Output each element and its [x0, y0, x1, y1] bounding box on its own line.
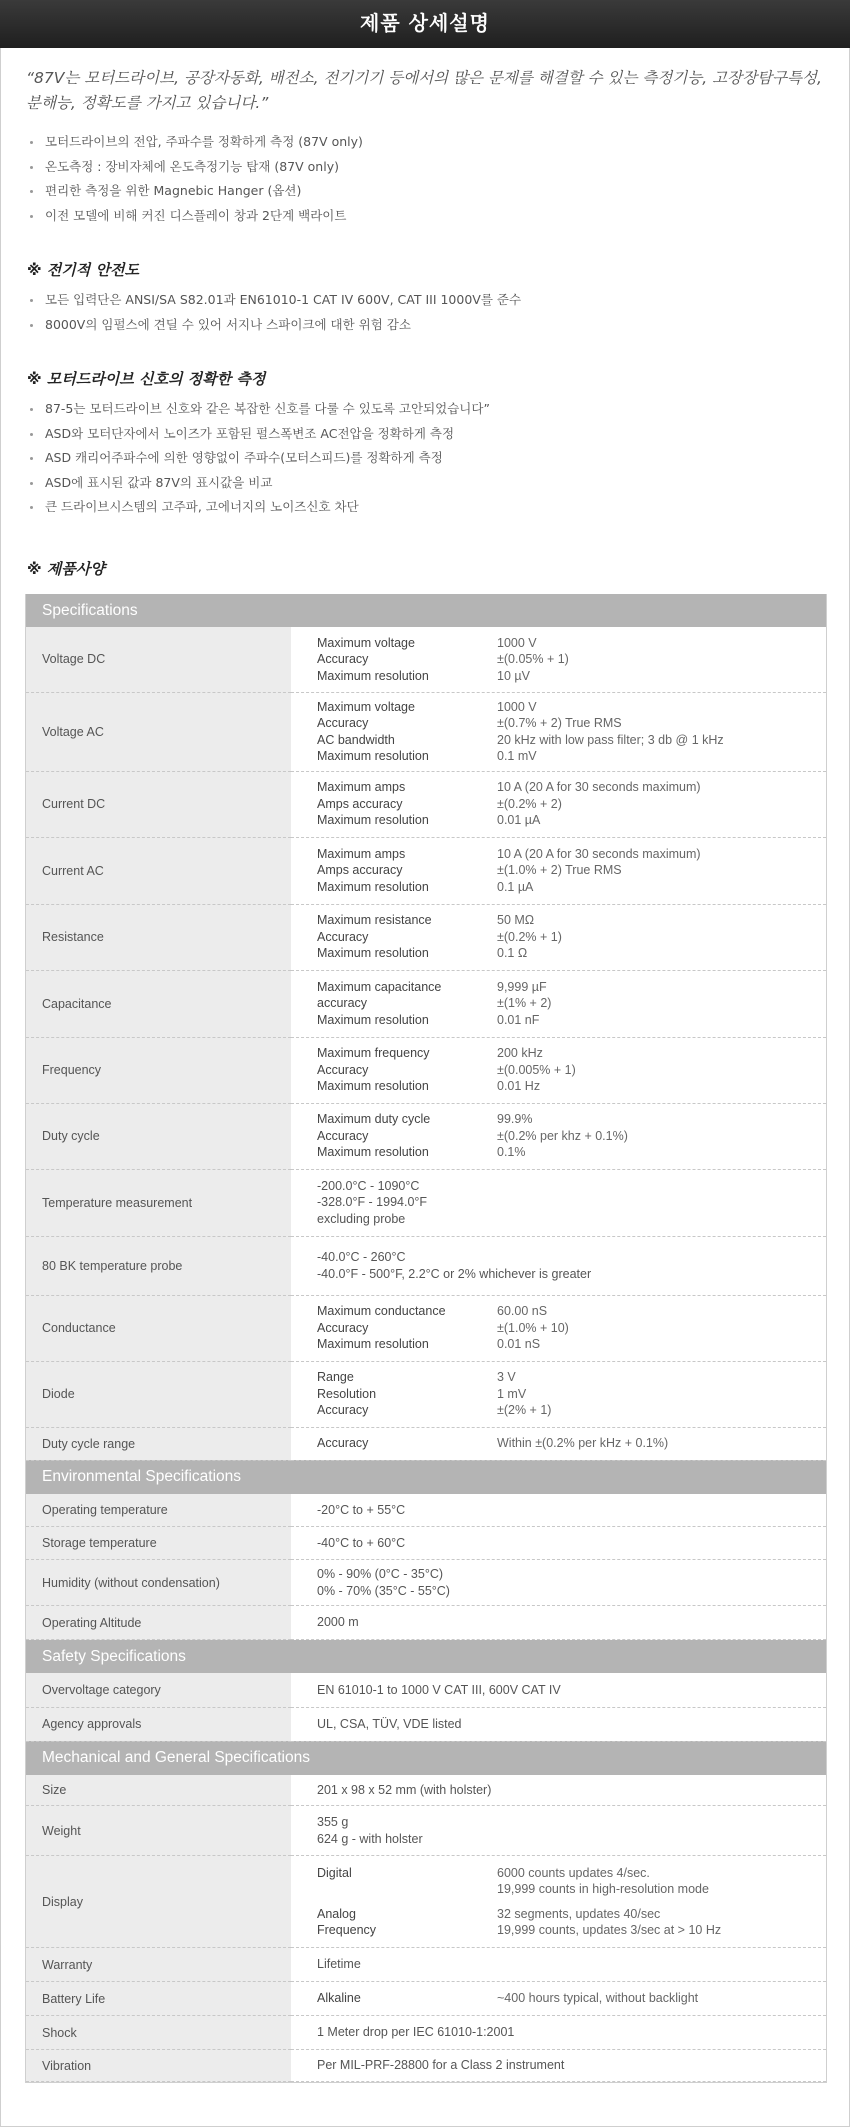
spec-text-line: 624 g - with holster	[317, 1831, 423, 1846]
spec-label: Agency approvals	[26, 1707, 291, 1741]
spec-key: Maximum duty cycle	[317, 1112, 431, 1127]
spec-pair	[317, 1144, 826, 1161]
spec-key: Maximum capacitance	[317, 979, 442, 994]
display-block	[317, 1906, 826, 1939]
spec-row	[26, 1494, 826, 1527]
spec-text-line: Lifetime	[317, 1957, 361, 1972]
spec-label: Operating temperature	[26, 1494, 291, 1527]
spec-key: AC bandwidth	[317, 732, 395, 747]
spec-pair	[317, 879, 826, 896]
spec-key: Maximum resistance	[317, 913, 432, 928]
spec-label: Humidity (without condensation)	[26, 1560, 291, 1606]
spec-pair	[317, 1078, 826, 1095]
spec-pair	[317, 1990, 826, 2007]
spec-val: ±(0.005% + 1)	[497, 1062, 576, 1077]
spec-val: ±(0.05% + 1)	[497, 652, 569, 666]
spec-key: Maximum voltage	[317, 699, 415, 714]
spec-val: ±(2% + 1)	[497, 1403, 552, 1418]
spec-value	[291, 1527, 826, 1560]
spec-key: Resolution	[317, 1386, 377, 1401]
safety-heading: ※ 전기적 안전도	[27, 261, 139, 279]
safety-list	[30, 288, 830, 337]
spec-row	[26, 1606, 826, 1640]
spec-row	[26, 692, 826, 771]
spec-pair	[317, 846, 826, 863]
spec-val: 60.00 nS	[497, 1304, 548, 1319]
spec-key: Maximum resolution	[317, 1145, 429, 1160]
spec-key: Accuracy	[317, 1062, 369, 1077]
spec-text-line: EN 61010-1 to 1000 V CAT III, 600V CAT IV	[317, 1682, 561, 1697]
spec-pair	[317, 699, 826, 716]
spec-value	[291, 1606, 826, 1640]
spec-label: Conductance	[26, 1295, 291, 1361]
spec-key: Amps accuracy	[317, 863, 403, 878]
spec-pair	[317, 979, 826, 996]
spec-value	[291, 1806, 826, 1856]
spec-key: Accuracy	[317, 1128, 369, 1143]
spec-row	[26, 2050, 826, 2082]
spec-label: Weight	[26, 1806, 291, 1856]
spec-label: Storage temperature	[26, 1527, 291, 1560]
feature-list	[30, 130, 830, 228]
spec-key: Maximum resolution	[317, 668, 429, 683]
spec-pair	[317, 1012, 826, 1029]
spec-row	[26, 1806, 826, 1856]
spec-row	[26, 771, 826, 837]
spec-label: Voltage AC	[26, 692, 291, 771]
spec-value	[291, 1494, 826, 1527]
spec-table	[26, 594, 826, 2082]
spec-value	[291, 1856, 826, 1948]
spec-val: 0.01 nF	[497, 1012, 540, 1027]
spec-row	[26, 2016, 826, 2050]
spec-value	[291, 2050, 826, 2082]
spec-row	[26, 1560, 826, 1606]
spec-key: Amps accuracy	[317, 796, 403, 811]
spec-value	[291, 1103, 826, 1169]
spec-key: Range	[317, 1370, 354, 1385]
list-item: 87-5는 모터드라이브 신호와 같은 복잡한 신호를 다룰 수 있도록 고안되었습니다”	[30, 397, 830, 422]
spec-row	[26, 627, 826, 692]
spec-key: accuracy	[317, 996, 368, 1011]
spec-row	[26, 1037, 826, 1103]
spec-key: Accuracy	[317, 929, 369, 944]
list-item: 8000V의 임펄스에 견딜 수 있어 서지나 스파이크에 대한 위험 감소	[30, 313, 830, 338]
spec-row	[26, 1673, 826, 1707]
spec-row	[26, 1295, 826, 1361]
spec-val: 0.1 Ω	[497, 946, 528, 961]
spec-label: 80 BK temperature probe	[26, 1236, 291, 1295]
spec-group-title: Safety Specifications	[26, 1640, 826, 1674]
spec-val: 1000 V	[497, 699, 537, 714]
spec-pair	[317, 912, 826, 929]
spec-pair	[317, 1922, 826, 1939]
spec-val: 200 kHz	[497, 1046, 543, 1061]
spec-val: 0.1%	[497, 1145, 526, 1160]
spec-value	[291, 970, 826, 1037]
spec-val: 1 mV	[497, 1386, 527, 1401]
spec-text-line: 2000 m	[317, 1615, 359, 1630]
spec-row	[26, 1775, 826, 1806]
display-block	[317, 1865, 826, 1898]
spec-key: Accuracy	[317, 1436, 369, 1451]
spec-key: Maximum frequency	[317, 1046, 430, 1061]
spec-row	[26, 970, 826, 1037]
list-item: ASD에 표시된 값과 87V의 표시값을 비교	[30, 471, 830, 496]
spec-text-line: -40°C to + 60°C	[317, 1535, 406, 1550]
spec-key: Maximum voltage	[317, 635, 415, 650]
spec-val: 10 µV	[497, 668, 530, 683]
spec-key: Alkaline	[317, 1991, 361, 2006]
spec-key	[317, 1881, 497, 1898]
list-item: 모터드라이브의 전압, 주파수를 정확하게 측정 (87V only)	[30, 130, 830, 155]
spec-value	[291, 1707, 826, 1741]
spec-text-line: -200.0°C - 1090°C	[317, 1178, 420, 1193]
spec-val: 32 segments, updates 40/sec	[497, 1906, 661, 1921]
spec-group-row	[26, 594, 826, 627]
spec-pair	[317, 812, 826, 829]
spec-label: Operating Altitude	[26, 1606, 291, 1640]
spec-label: Duty cycle range	[26, 1427, 291, 1460]
spec-row	[26, 1527, 826, 1560]
spec-pair	[317, 1303, 826, 1320]
spec-val: 1000 V	[497, 635, 537, 650]
spec-pair	[317, 1906, 826, 1923]
spec-key: Analog	[317, 1906, 356, 1921]
spec-label: Overvoltage category	[26, 1673, 291, 1707]
spec-key: Maximum amps	[317, 846, 406, 861]
spec-val: 0.1 µA	[497, 879, 534, 894]
spec-value	[291, 1775, 826, 1806]
spec-value	[291, 2016, 826, 2050]
spec-key: Maximum conductance	[317, 1304, 446, 1319]
spec-val: ±(1.0% + 10)	[497, 1320, 569, 1335]
spec-pair	[317, 1435, 826, 1452]
spec-text-line: 0% - 70% (35°C - 55°C)	[317, 1583, 450, 1598]
spec-key: Maximum resolution	[317, 1079, 429, 1094]
spec-row	[26, 1361, 826, 1427]
spec-table-wrapper	[25, 594, 827, 2083]
spec-key: Accuracy	[317, 1320, 369, 1335]
list-item: 온도측정 : 장비자체에 온도측정기능 탑재 (87V only)	[30, 155, 830, 180]
spec-key: Maximum amps	[317, 780, 406, 795]
spec-pair	[317, 779, 826, 796]
spec-val: 50 MΩ	[497, 913, 535, 928]
spec-value	[291, 627, 826, 692]
spec-group-row	[26, 1741, 826, 1775]
motor-list	[30, 397, 830, 520]
spec-value	[291, 1673, 826, 1707]
spec-val: 99.9%	[497, 1112, 533, 1127]
spec-key: Accuracy	[317, 1403, 369, 1418]
spec-label: Size	[26, 1775, 291, 1806]
list-item: 편리한 측정을 위한 Magnebic Hanger (옵션)	[30, 179, 830, 204]
spec-value	[291, 904, 826, 970]
spec-pair	[317, 1045, 826, 1062]
spec-pair	[317, 1128, 826, 1145]
spec-val: 19,999 counts in high-resolution mode	[497, 1882, 709, 1896]
spec-label: Resistance	[26, 904, 291, 970]
list-item: 큰 드라이브시스템의 고주파, 고에너지의 노이즈신호 차단	[30, 495, 830, 520]
spec-pair	[317, 862, 826, 879]
spec-key: Maximum resolution	[317, 813, 429, 828]
list-item: 모든 입력단은 ANSI/SA S82.01과 EN61010-1 CAT IV 600V, CAT III 1000V를 준수	[30, 288, 830, 313]
spec-pair	[317, 995, 826, 1012]
spec-group-title: Specifications	[26, 594, 826, 627]
spec-key: Digital	[317, 1865, 352, 1880]
spec-row	[26, 1427, 826, 1460]
spec-text-line: 1 Meter drop per IEC 61010-1:2001	[317, 2025, 515, 2040]
spec-pair	[317, 1402, 826, 1419]
spec-key: Maximum resolution	[317, 749, 429, 763]
spec-value	[291, 1037, 826, 1103]
page-header	[0, 0, 850, 48]
motor-heading: ※ 모터드라이브 신호의 정확한 측정	[27, 370, 266, 388]
spec-value	[291, 692, 826, 771]
spec-text-line: UL, CSA, TÜV, VDE listed	[317, 1716, 462, 1731]
spec-val: 3 V	[497, 1370, 516, 1385]
spec-row	[26, 1982, 826, 2016]
spec-val: 0.1 mV	[497, 749, 537, 763]
spec-pair	[317, 635, 826, 652]
spec-pair	[317, 1865, 826, 1882]
spec-text-line: excluding probe	[317, 1211, 406, 1226]
spec-row	[26, 837, 826, 904]
spec-label: Current DC	[26, 771, 291, 837]
spec-label: Temperature measurement	[26, 1169, 291, 1236]
spec-val: ±(1.0% + 2) True RMS	[497, 863, 622, 878]
spec-text-line: -40.0°C - 260°C	[317, 1250, 406, 1264]
spec-pair	[317, 1386, 826, 1403]
spec-pair	[317, 1320, 826, 1337]
spec-label: Diode	[26, 1361, 291, 1427]
spec-pair	[317, 715, 826, 732]
spec-group-title: Mechanical and General Specifications	[26, 1741, 826, 1775]
spec-pair	[317, 1369, 826, 1386]
spec-heading: ※ 제품사양	[27, 560, 105, 578]
spec-row	[26, 1103, 826, 1169]
spec-row	[26, 1707, 826, 1741]
spec-label: Warranty	[26, 1948, 291, 1982]
spec-val: 10 A (20 A for 30 seconds maximum)	[497, 846, 701, 861]
spec-val: ±(0.2% + 2)	[497, 796, 562, 811]
spec-value	[291, 1948, 826, 1982]
spec-label: Shock	[26, 2016, 291, 2050]
spec-key: Maximum resolution	[317, 1337, 429, 1352]
spec-pair	[317, 1062, 826, 1079]
list-item: ASD와 모터단자에서 노이즈가 포함된 펄스폭변조 AC전압을 정확하게 측정	[30, 422, 830, 447]
spec-label: Current AC	[26, 837, 291, 904]
spec-pair	[317, 1111, 826, 1128]
spec-val: 19,999 counts, updates 3/sec at > 10 Hz	[497, 1923, 722, 1937]
spec-pair	[317, 732, 826, 749]
spec-text-line: -20°C to + 55°C	[317, 1502, 406, 1517]
spec-val: ±(0.2% + 1)	[497, 929, 562, 944]
spec-value	[291, 1982, 826, 2016]
list-item: ASD 캐리어주파수에 의한 영향없이 주파수(모터스피드)를 정확하게 측정	[30, 446, 830, 471]
content	[0, 48, 850, 2128]
spec-pair	[317, 651, 826, 668]
spec-key: Maximum resolution	[317, 946, 429, 961]
spec-pair	[317, 796, 826, 813]
spec-key: Accuracy	[317, 716, 369, 730]
spec-value	[291, 1361, 826, 1427]
spec-value	[291, 1295, 826, 1361]
spec-label: Capacitance	[26, 970, 291, 1037]
spec-pair	[317, 1881, 826, 1898]
spec-label: Vibration	[26, 2050, 291, 2082]
spec-pair	[317, 748, 826, 765]
spec-key: Maximum resolution	[317, 1012, 429, 1027]
spec-val: 10 A (20 A for 30 seconds maximum)	[497, 780, 701, 795]
spec-row	[26, 904, 826, 970]
spec-val: Within ±(0.2% per kHz + 0.1%)	[497, 1436, 669, 1451]
spec-text-line: -40.0°F - 500°F, 2.2°C or 2% whichever is greater	[317, 1266, 592, 1281]
spec-label: Battery Life	[26, 1982, 291, 2016]
spec-group-title: Environmental Specifications	[26, 1460, 826, 1494]
spec-row	[26, 1948, 826, 1982]
spec-text-line: -328.0°F - 1994.0°F	[317, 1195, 428, 1210]
spec-value	[291, 1169, 826, 1236]
spec-key: Frequency	[317, 1923, 377, 1937]
spec-key: Maximum resolution	[317, 879, 429, 894]
spec-value	[291, 1236, 826, 1295]
spec-val: ~400 hours typical, without backlight	[497, 1991, 699, 2006]
spec-row	[26, 1236, 826, 1295]
spec-group-row	[26, 1640, 826, 1674]
spec-val: 0.01 µA	[497, 813, 541, 828]
spec-val: 20 kHz with low pass filter; 3 db @ 1 kHz	[497, 732, 724, 747]
page-title: 제품 상세설명	[360, 11, 490, 35]
spec-row	[26, 1169, 826, 1236]
list-item: 이전 모델에 비해 커진 디스플레이 창과 2단계 백라이트	[30, 204, 830, 229]
spec-value	[291, 1560, 826, 1606]
spec-val: 0.01 Hz	[497, 1079, 541, 1094]
spec-text-line: 0% - 90% (0°C - 35°C)	[317, 1567, 444, 1581]
spec-text-line: 201 x 98 x 52 mm (with holster)	[317, 1782, 492, 1797]
spec-key: Accuracy	[317, 652, 369, 666]
spec-pair	[317, 929, 826, 946]
spec-val: 6000 counts updates 4/sec.	[497, 1865, 650, 1880]
spec-val: ±(1% + 2)	[497, 996, 552, 1011]
spec-group-row	[26, 1460, 826, 1494]
spec-row	[26, 1856, 826, 1948]
spec-pair	[317, 945, 826, 962]
spec-pair	[317, 1336, 826, 1353]
spec-label: Frequency	[26, 1037, 291, 1103]
spec-val: 9,999 µF	[497, 979, 547, 994]
spec-text-line: Per MIL-PRF-28800 for a Class 2 instrument	[317, 2058, 565, 2073]
spec-value	[291, 1427, 826, 1460]
spec-text-line: 355 g	[317, 1815, 349, 1829]
spec-val: ±(0.2% per khz + 0.1%)	[497, 1128, 628, 1143]
spec-val: 0.01 nS	[497, 1337, 541, 1352]
spec-pair	[317, 668, 826, 685]
spec-value	[291, 771, 826, 837]
spec-label: Display	[26, 1856, 291, 1948]
spec-value	[291, 837, 826, 904]
spec-label: Duty cycle	[26, 1103, 291, 1169]
intro-text: “87V는 모터드라이브, 공장자동화, 배전소, 전기기기 등에서의 많은 문제를 해결할 수 있는 측정기능, 고장장탐구특성, 분해능, 정확도를 가지고 있습니다.”	[26, 69, 822, 112]
spec-val: ±(0.7% + 2) True RMS	[497, 716, 622, 730]
spec-label: Voltage DC	[26, 627, 291, 692]
